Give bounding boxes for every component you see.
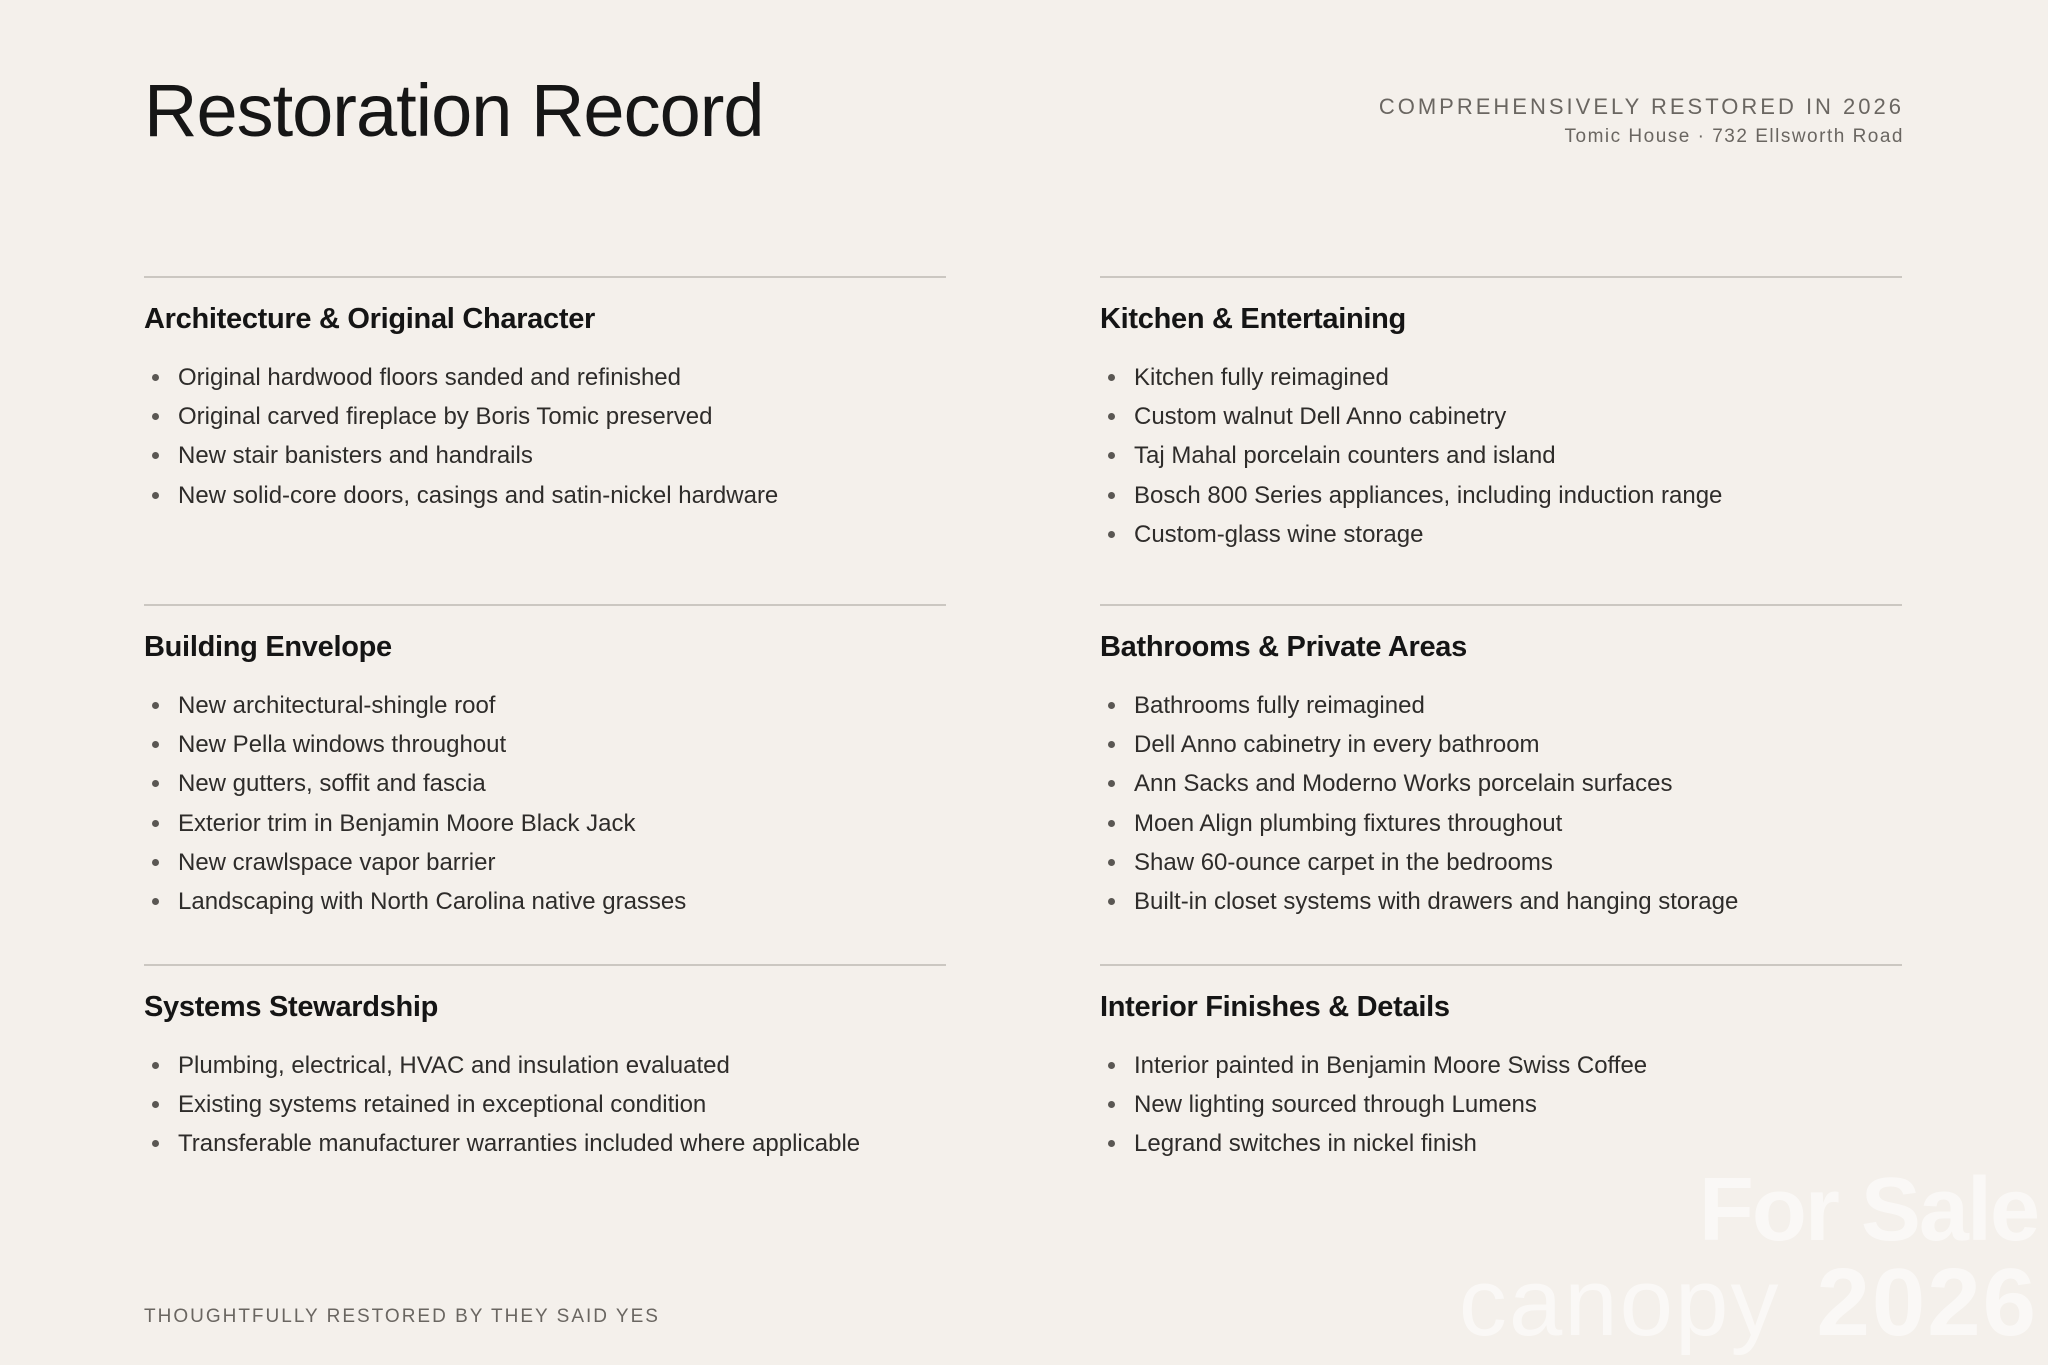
section-heading: Building Envelope <box>144 631 392 663</box>
list-item-text: Dell Anno cabinetry in every bathroom <box>1134 731 1540 759</box>
section-heading: Kitchen & Entertaining <box>1100 303 1406 335</box>
list-item <box>144 686 946 725</box>
list-item <box>144 882 946 921</box>
bullet-icon <box>152 1140 159 1147</box>
page-title: Restoration Record <box>144 69 764 152</box>
list-item-text: Built-in closet systems with drawers and hanging storage <box>1134 888 1739 916</box>
watermark-year: 2026 <box>1816 1249 2038 1356</box>
section-architecture <box>144 276 946 515</box>
restoration-year-label: COMPREHENSIVELY RESTORED IN 2026 <box>1378 94 1904 119</box>
list-item-text: New gutters, soffit and fascia <box>178 770 486 798</box>
list-item <box>1100 686 1902 725</box>
list-item-text: Ann Sacks and Moderno Works porcelain surfaces <box>1134 770 1673 798</box>
list-item-text: New crawlspace vapor barrier <box>178 848 496 876</box>
bullet-icon <box>152 1101 159 1108</box>
list-item <box>1100 358 1902 397</box>
property-address: Tomic House · 732 Ellsworth Road <box>1564 126 1904 147</box>
section-kitchen <box>1100 276 1902 554</box>
list-item <box>144 1046 946 1085</box>
listing-watermark <box>1458 1160 2038 1356</box>
list-item <box>1100 764 1902 803</box>
bullet-icon <box>152 374 159 381</box>
list-item-text: New lighting sourced through Lumens <box>1134 1091 1537 1119</box>
bullet-icon <box>1108 1140 1115 1147</box>
bullet-icon <box>1108 859 1115 866</box>
list-item <box>144 725 946 764</box>
list-item <box>144 764 946 803</box>
bullet-icon <box>152 492 159 499</box>
bullet-icon <box>1108 820 1115 827</box>
list-item-text: Moen Align plumbing fixtures throughout <box>1134 809 1563 837</box>
section-heading: Bathrooms & Private Areas <box>1100 631 1467 663</box>
section-list <box>1100 686 1902 921</box>
list-item-text: Bosch 800 Series appliances, including induction range <box>1134 481 1723 509</box>
list-item-text: New Pella windows throughout <box>178 731 507 759</box>
watermark-brand-logo: canopy <box>1458 1249 1781 1356</box>
bullet-icon <box>152 1062 159 1069</box>
list-item-text: New architectural-shingle roof <box>178 692 496 719</box>
list-item-text: Landscaping with North Carolina native grasses <box>178 888 687 916</box>
bullet-icon <box>1108 1062 1115 1069</box>
bullet-icon <box>152 820 159 827</box>
section-bathrooms <box>1100 604 1902 921</box>
section-list <box>144 686 946 921</box>
bullet-icon <box>1108 1101 1115 1108</box>
list-item <box>1100 1085 1902 1124</box>
list-item <box>1100 476 1902 515</box>
list-item-text: Taj Mahal porcelain counters and island <box>1134 442 1556 470</box>
section-interior-finishes <box>1100 964 1902 1164</box>
list-item-text: Custom walnut Dell Anno cabinetry <box>1134 403 1507 431</box>
bullet-icon <box>152 702 159 709</box>
list-item <box>144 1085 946 1124</box>
list-item-text: Interior painted in Benjamin Moore Swiss Coffee <box>1134 1052 1648 1079</box>
section-list <box>1100 1046 1902 1164</box>
list-item-text: Original carved fireplace by Boris Tomic preserved <box>178 403 713 431</box>
bullet-icon <box>152 780 159 787</box>
list-item <box>1100 1046 1902 1085</box>
bullet-icon <box>152 741 159 748</box>
list-item <box>1100 804 1902 843</box>
bullet-icon <box>1108 492 1115 499</box>
list-item <box>1100 397 1902 436</box>
list-item-text: Shaw 60-ounce carpet in the bedrooms <box>1134 848 1553 876</box>
section-heading: Interior Finishes & Details <box>1100 991 1450 1023</box>
footer-credit: THOUGHTFULLY RESTORED BY THEY SAID YES <box>144 1306 660 1327</box>
list-item-text: Exterior trim in Benjamin Moore Black Jack <box>178 809 636 837</box>
list-item <box>1100 1124 1902 1163</box>
bullet-icon <box>1108 702 1115 709</box>
bullet-icon <box>1108 374 1115 381</box>
section-heading: Systems Stewardship <box>144 991 439 1023</box>
section-list <box>144 1046 946 1164</box>
list-item-text: Legrand switches in nickel finish <box>1134 1130 1477 1158</box>
list-item-text: Plumbing, electrical, HVAC and insulation evaluated <box>178 1052 730 1079</box>
list-item-text: Transferable manufacturer warranties included where applicable <box>178 1130 861 1158</box>
bullet-icon <box>1108 452 1115 459</box>
bullet-icon <box>152 413 159 420</box>
bullet-icon <box>1108 741 1115 748</box>
bullet-icon <box>152 898 159 905</box>
bullet-icon <box>152 452 159 459</box>
list-item <box>144 358 946 397</box>
list-item-text: Bathrooms fully reimagined <box>1134 692 1425 719</box>
section-building-envelope <box>144 604 946 921</box>
list-item <box>144 397 946 436</box>
list-item <box>1100 515 1902 554</box>
list-item <box>1100 725 1902 764</box>
list-item-text: New stair banisters and handrails <box>178 442 533 470</box>
list-item <box>1100 436 1902 475</box>
section-list <box>1100 358 1902 554</box>
list-item <box>144 843 946 882</box>
bullet-icon <box>1108 531 1115 538</box>
list-item <box>144 476 946 515</box>
list-item <box>144 436 946 475</box>
bullet-icon <box>1108 413 1115 420</box>
bullet-icon <box>1108 780 1115 787</box>
header-meta <box>1379 92 1904 152</box>
list-item-text: New solid-core doors, casings and satin-nickel hardware <box>178 481 779 509</box>
list-item <box>1100 843 1902 882</box>
list-item-text: Kitchen fully reimagined <box>1134 364 1389 391</box>
list-item <box>1100 882 1902 921</box>
bullet-icon <box>1108 898 1115 905</box>
section-systems <box>144 964 946 1164</box>
watermark-brand-line <box>1458 1249 2038 1356</box>
list-item <box>144 1124 946 1163</box>
watermark-status: For Sale <box>1698 1160 2038 1260</box>
list-item-text: Custom-glass wine storage <box>1134 520 1424 548</box>
section-list <box>144 358 946 515</box>
list-item-text: Original hardwood floors sanded and refinished <box>178 364 681 391</box>
list-item-text: Existing systems retained in exceptional condition <box>178 1091 707 1119</box>
section-heading: Architecture & Original Character <box>144 303 596 335</box>
bullet-icon <box>152 859 159 866</box>
list-item <box>144 804 946 843</box>
